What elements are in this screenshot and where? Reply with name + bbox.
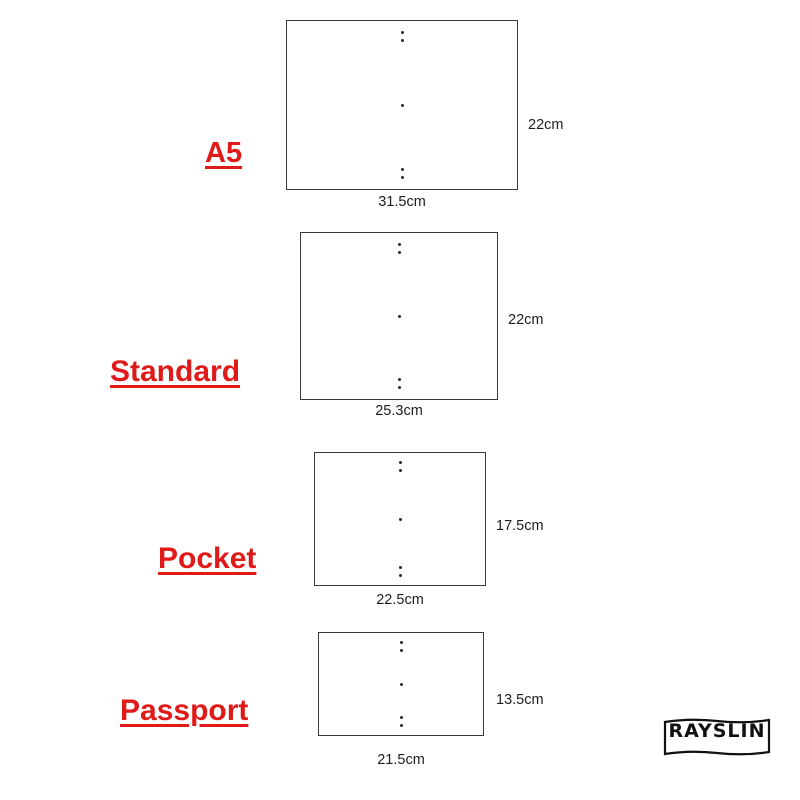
hole-dot (398, 378, 401, 381)
hole-dot (401, 168, 404, 171)
height-dimension-a5: 22cm (528, 117, 564, 133)
height-dimension-standard: 22cm (508, 312, 544, 328)
width-dimension-standard: 25.3cm (375, 403, 423, 419)
hole-group-bottom (399, 566, 402, 577)
hole-column-standard (394, 233, 404, 399)
height-dimension-pocket: 17.5cm (496, 518, 544, 534)
height-dimension-passport: 13.5cm (496, 692, 544, 708)
hole-dot (398, 251, 401, 254)
hole-column-passport (396, 633, 406, 735)
hole-column-pocket (395, 453, 405, 585)
size-label-passport: Passport (120, 694, 249, 727)
hole-group-top (398, 243, 401, 254)
size-label-a5: A5 (205, 137, 243, 169)
hole-dot (401, 39, 404, 42)
hole-dot (398, 243, 401, 246)
paper-rect-pocket (314, 452, 486, 586)
hole-group-top (399, 461, 402, 472)
hole-column-a5 (397, 21, 407, 189)
hole-dot (400, 716, 403, 719)
hole-group-top (401, 31, 404, 42)
hole-group-bottom (401, 168, 404, 179)
brand-logo (662, 716, 772, 758)
hole-dot (400, 641, 403, 644)
width-dimension-passport: 21.5cm (377, 752, 425, 768)
size-label-standard: Standard (110, 355, 241, 388)
hole-group-middle (400, 683, 403, 686)
hole-dot (399, 566, 402, 569)
width-dimension-a5: 31.5cm (378, 194, 426, 210)
hole-dot (398, 315, 401, 318)
hole-group-middle (398, 315, 401, 318)
hole-group-middle (401, 104, 404, 107)
hole-group-bottom (398, 378, 401, 389)
hole-dot (400, 649, 403, 652)
hole-group-top (400, 641, 403, 652)
width-dimension-pocket: 22.5cm (376, 592, 424, 608)
hole-dot (399, 574, 402, 577)
hole-dot (399, 518, 402, 521)
paper-rect-a5 (286, 20, 518, 190)
hole-dot (399, 461, 402, 464)
size-label-pocket: Pocket (158, 542, 257, 575)
hole-group-bottom (400, 716, 403, 727)
paper-rect-standard (300, 232, 498, 400)
hole-dot (401, 31, 404, 34)
hole-dot (400, 683, 403, 686)
hole-dot (401, 176, 404, 179)
hole-dot (398, 386, 401, 389)
paper-rect-passport (318, 632, 484, 736)
hole-dot (399, 469, 402, 472)
hole-dot (401, 104, 404, 107)
brand-name: RAYSLIN (668, 720, 766, 742)
hole-group-middle (399, 518, 402, 521)
hole-dot (400, 724, 403, 727)
